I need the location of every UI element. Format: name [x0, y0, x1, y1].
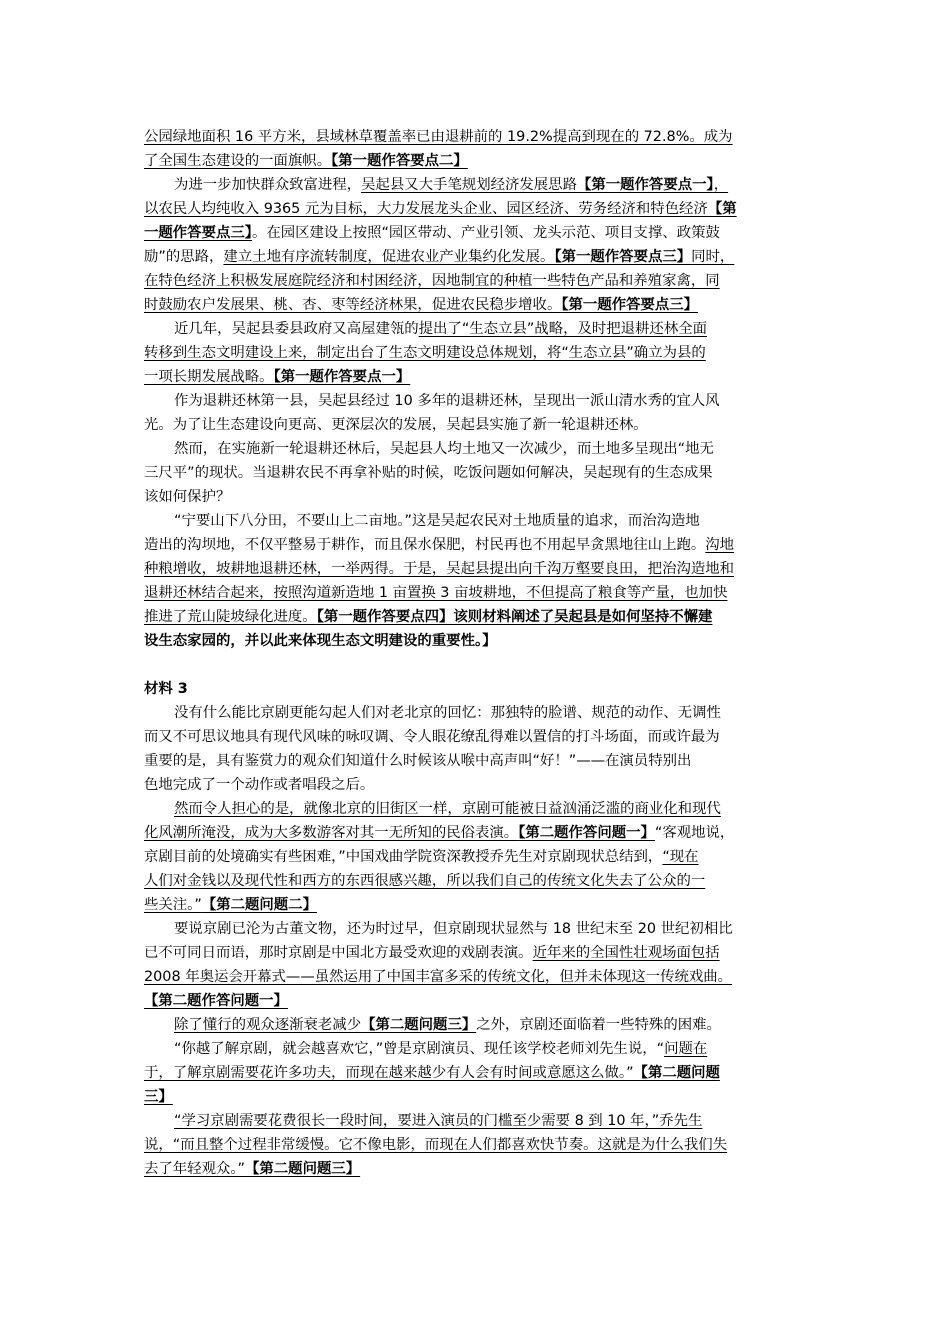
- text-segment: 然而，在实施新一轮退耕还林后，吴起县人均土地又一次减少，而土地多呈现出“地无: [174, 441, 714, 457]
- text-line: [144, 221, 808, 245]
- text-segment: 提出了“生态立县”战略，及时把退耕还林全面: [418, 321, 707, 337]
- text-line: [144, 893, 808, 917]
- text-segment: 了全国生态建设的一面旗帜。: [144, 153, 332, 169]
- text-line: [144, 341, 808, 365]
- answer-tag: 【第一题作答要点三】: [554, 249, 692, 265]
- text-line: [144, 485, 808, 509]
- answer-tag: 一题作答要点三】: [144, 225, 252, 241]
- text-segment: 人们对金钱以及现代性和西方的东西很感兴趣，所以我们自己的传统文化失去了公众的一: [144, 873, 706, 889]
- text-segment: 。在园区建设上按照“园区带动、产业引领、龙头示范、项目支撑、政策鼓: [251, 225, 720, 241]
- text-line: [144, 1133, 808, 1157]
- text-line: [144, 125, 808, 149]
- text-line: [144, 1157, 808, 1181]
- text-line: [144, 1037, 808, 1061]
- text-line: [144, 1061, 808, 1085]
- text-line: [144, 293, 808, 317]
- text-line: [144, 629, 808, 653]
- text-segment: 一项长期发展战略。: [144, 369, 274, 385]
- text-segment: “学习京剧需要花费很长一段时间，要进入演员的门槛至少需要 8 到 10 年，”乔先生: [174, 1113, 703, 1129]
- text-segment: 除了懂行的观众逐渐衰老减少: [174, 1017, 362, 1033]
- text-line: [144, 581, 808, 605]
- text-line: [144, 317, 808, 341]
- answer-tag: 【第二题作答问题一】: [518, 825, 655, 841]
- answer-tag: 【第一题作答要点四】该则材料阐述了吴起县是如何坚持不懈建: [316, 609, 713, 625]
- text-segment: 励”的思路，: [144, 249, 224, 265]
- text-segment: 色地完成了一个动作或者唱段之后。: [144, 777, 375, 793]
- text-line: [144, 605, 808, 629]
- answer-tag: 【第一题作答要点一】: [273, 369, 411, 385]
- text-line: [144, 1085, 808, 1109]
- text-segment: 2008 年奥运会开幕式——虽然运用了中国丰富多采的传统文化，但并未体现这一传统戏曲。: [144, 969, 733, 985]
- text-segment: 些关注。”: [144, 897, 202, 913]
- text-segment: 化风潮所淹没，成为大多数游客对其一无所知的民俗表演。: [144, 825, 519, 841]
- text-line: [144, 965, 808, 989]
- answer-tag: 【第二题问题三】: [245, 1161, 361, 1177]
- text-segment: 推进了荒山陡坡绿化进度。: [144, 609, 317, 625]
- text-line: [144, 245, 808, 269]
- text-line: [144, 413, 808, 437]
- text-segment: 光。为了让生态建设向更高、更深层次的发展，吴起县实施了新一轮退耕还林。: [144, 417, 648, 433]
- answer-tag: 【第一题作答要点三】: [561, 297, 699, 313]
- text-segment: 已不可同日而语，那时京剧是中国北方最受欢迎的戏剧表演。: [144, 945, 533, 961]
- text-line: [144, 941, 808, 965]
- text-segment: 于，了解京剧需要花许多功夫，而现在越来越少有人会有时间或意愿这么做。”: [144, 1065, 634, 1081]
- text-line: [144, 365, 808, 389]
- text-segment: 作为退耕还林第一县，吴起县经过 10 多年的退耕还林，呈现出一派山清水秀的宜人风: [174, 393, 720, 409]
- text-segment: 该如何保护？: [144, 489, 231, 505]
- text-line: [144, 1109, 808, 1133]
- answer-tag: 【第二题作答问题一】: [144, 993, 288, 1009]
- text-segment: 为进一步加快群众致富进程，: [174, 177, 362, 193]
- text-line: [144, 845, 808, 869]
- answer-tag: 【第: [707, 201, 737, 217]
- paragraph-gap: [144, 653, 808, 677]
- text-line: [144, 917, 808, 941]
- text-segment: 转移到生态文明建设上来，制定出台了生态文明建设总体规划，将“生态立县”确立为县的: [144, 345, 706, 361]
- text-line: [144, 389, 808, 413]
- text-line: [144, 1013, 808, 1037]
- answer-tag: 【第二题问题二】: [201, 897, 317, 913]
- text-segment: ，: [713, 177, 729, 193]
- answer-tag: 【第二题问题三】: [361, 1017, 477, 1033]
- text-line: [144, 461, 808, 485]
- text-segment: 近几年，吴起县委县政府又高屋建瓴的: [174, 321, 419, 337]
- answer-tag: 【第一题作答要点一】: [576, 177, 714, 193]
- text-segment: 造出的沟坝地，不仅平整易于耕作，而且保水保肥，村民再也不用起早贪黑地往山上跑。: [144, 537, 706, 553]
- section-heading: [144, 677, 808, 701]
- answer-tag: 【第一题作答要点二】: [331, 153, 468, 169]
- text-segment: 建立土地有序流转制度，促进农业产业集约化发展。: [223, 249, 555, 265]
- text-segment: 而又不可思议地具有现代风味的咏叹调、令人眼花缭乱得难以置信的打斗场面，而或许最为: [144, 729, 720, 745]
- text-segment: 之外，京剧还面临着一些特殊的困难。: [476, 1017, 721, 1033]
- text-segment: “你越了解京剧，就会越喜欢它，”曾是京剧演员、现任该学校老师刘先生说，“: [174, 1041, 665, 1057]
- text-segment: “现在: [662, 849, 699, 865]
- text-segment: 然而令人担心的是，就像北京的旧街区一样，京剧可能被日益汹涌泛滥的商业化和现代: [174, 801, 721, 817]
- text-segment: 没有什么能比京剧更能勾起人们对老北京的回忆：那独特的脸谱、规范的动作、无调性: [174, 705, 721, 721]
- text-line: [144, 149, 808, 173]
- text-segment: 时鼓励农户发展果、桃、杏、枣等经济林果，促进农民稳步增收。: [144, 297, 562, 313]
- text-line: [144, 797, 808, 821]
- text-line: [144, 509, 808, 533]
- text-line: [144, 869, 808, 893]
- text-segment: 在特色经济上积极发展庭院经济和村困经济，因地制宜的种植一些特色产品和养殖家禽，同: [144, 273, 720, 289]
- answer-tag: 设生态家园的，并以此来体现生态文明建设的重要性。】: [144, 633, 497, 649]
- text-line: [144, 557, 808, 581]
- text-line: [144, 173, 808, 197]
- text-segment: 近年来的全国性壮观场面包括: [532, 945, 720, 961]
- text-line: [144, 773, 808, 797]
- text-line: [144, 269, 808, 293]
- text-line: [144, 821, 808, 845]
- text-line: [144, 989, 808, 1013]
- text-segment: “宁要山下八分田，不要山上二亩地。”这是吴起农民对土地质量的追求，而治沟造地: [174, 513, 700, 529]
- text-segment: 种粮增收，坡耕地退耕还林，一举两得。于是，吴起县提出向千沟万壑要良田，把治沟造地和: [144, 561, 735, 577]
- text-segment: 去了年轻观众。”: [144, 1161, 245, 1177]
- text-line: [144, 749, 808, 773]
- text-segment: 说，“而且整个过程非常缓慢。它不像电影，而现在人们都喜欢快节奏。这就是为什么我们失: [144, 1137, 728, 1153]
- text-line: [144, 725, 808, 749]
- answer-tag: 材料 3: [144, 681, 188, 697]
- text-segment: 沟地: [705, 537, 735, 553]
- text-segment: 以农民人均纯收入 9365 元为目标，大力发展龙头企业、园区经济、劳务经济和特色经济: [144, 201, 708, 217]
- text-segment: 问题在: [664, 1041, 708, 1057]
- text-segment: 同时，: [691, 249, 735, 265]
- text-line: [144, 701, 808, 725]
- text-segment: 吴起县又大手笔规划经济发展思路: [361, 177, 577, 193]
- text-segment: 要说京剧已沦为古董文物，还为时过早，但京剧现状显然与 18 世纪末至 20 世纪初相比: [174, 921, 733, 937]
- text-segment: “客观地说，: [654, 825, 735, 841]
- answer-tag: 【第二题问题: [633, 1065, 720, 1081]
- text-segment: 京剧目前的处境确实有些困难，”中国戏曲学院资深教授乔先生对京剧现状总结到，: [144, 849, 663, 865]
- text-line: [144, 437, 808, 461]
- text-segment: 重要的是，具有鉴赏力的观众们知道什么时候该从喉中高声叫“好！”——在演员特别出: [144, 753, 692, 769]
- text-line: [144, 197, 808, 221]
- text-segment: 退耕还林结合起来，按照沟道新造地 1 亩置换 3 亩坡耕地，不但提高了粮食等产量，也加快: [144, 585, 728, 601]
- document-page: [144, 125, 808, 1181]
- text-segment: 三尺平”的现状。当退耕农民不再拿补贴的时候，吃饭问题如何解决，吴起现有的生态成果: [144, 465, 713, 481]
- text-segment: 公园绿地面积 16 平方米，县域林草覆盖率已由退耕前的 19.2%提高到现在的 72.8%。成为: [144, 129, 733, 145]
- text-line: [144, 533, 808, 557]
- answer-tag: 三】: [144, 1089, 173, 1105]
